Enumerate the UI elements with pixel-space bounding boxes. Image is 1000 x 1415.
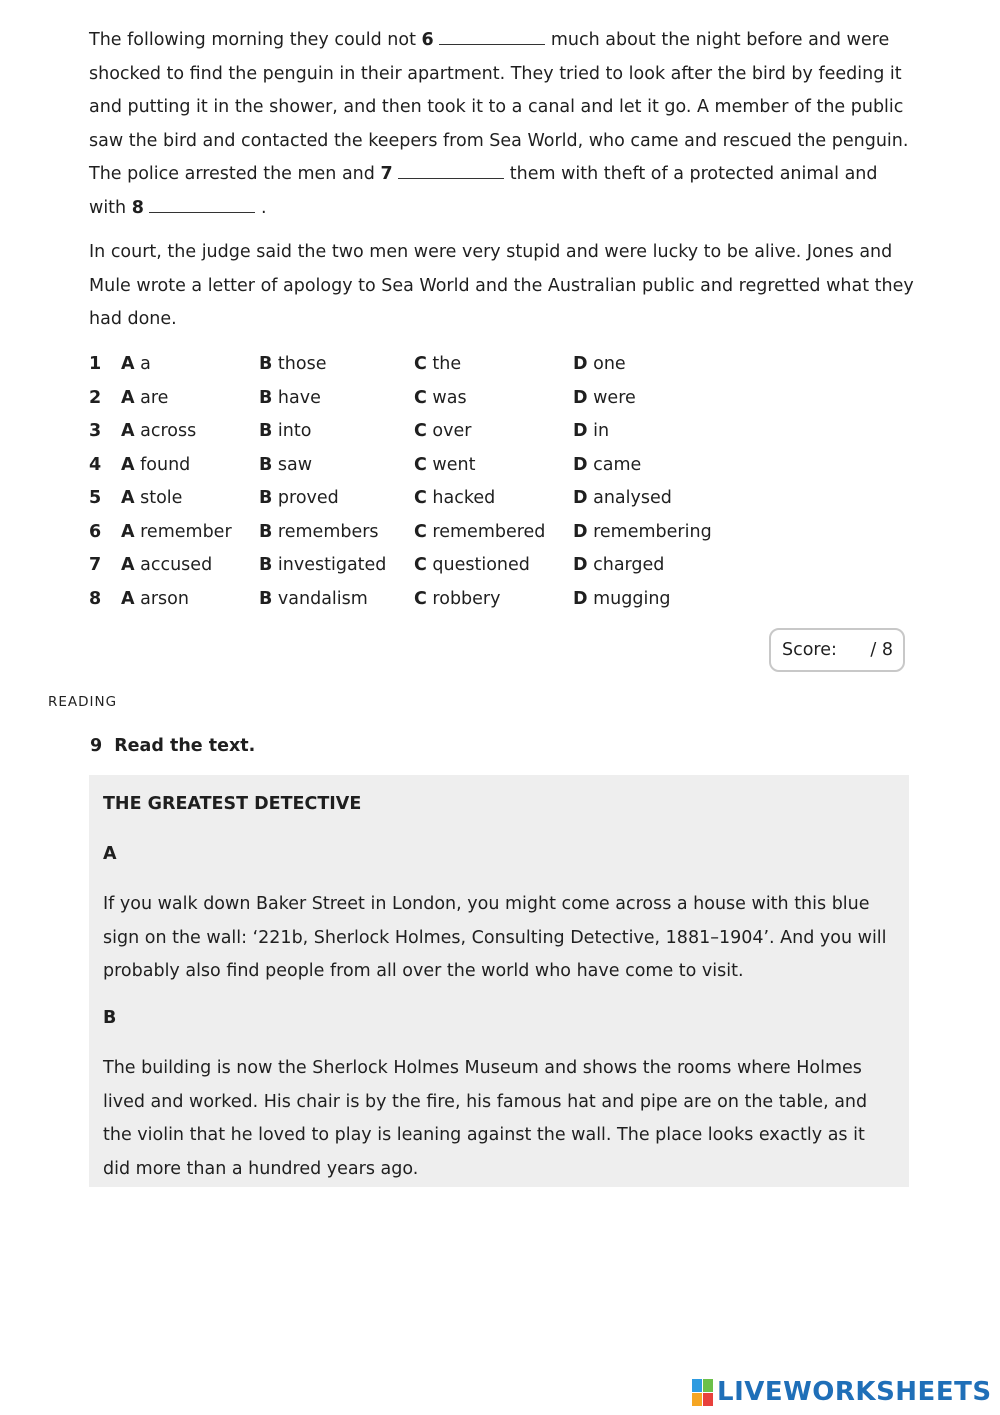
question-number: 2 [89, 387, 102, 408]
option-letter: A [121, 454, 135, 475]
option-d[interactable] [573, 415, 609, 449]
option-text: mugging [593, 588, 671, 609]
option-c[interactable] [414, 415, 471, 449]
section-a-heading: A [103, 844, 117, 864]
option-letter: C [414, 454, 427, 475]
gap-number-8: 8 [131, 197, 144, 218]
question-number: 5 [89, 488, 102, 508]
option-letter: B [259, 421, 273, 441]
option-text: across [140, 421, 197, 441]
option-a[interactable] [121, 382, 168, 416]
question-number: 3 [89, 421, 102, 441]
passage-paragraph-2: In court, the judge said the two men were very stupid and were lucky to be alive. Jones and Mule wrote a letter of apology to Sea World and the Australian public and regretted what they had done. [89, 242, 914, 329]
option-letter: D [573, 354, 588, 374]
question-number: 7 [89, 555, 102, 575]
option-row [89, 482, 789, 516]
option-text: went [432, 454, 476, 475]
option-text: were [593, 387, 636, 408]
option-letter: B [259, 387, 273, 408]
option-d[interactable] [573, 482, 672, 516]
option-b[interactable] [259, 516, 379, 550]
option-b[interactable] [259, 482, 339, 516]
option-text: charged [593, 555, 665, 575]
option-b[interactable] [259, 549, 386, 583]
option-letter: B [259, 488, 273, 508]
option-row [89, 583, 789, 617]
option-text: remembering [593, 521, 712, 542]
option-row [89, 549, 789, 583]
option-letter: A [121, 421, 135, 441]
liveworksheets-logo [692, 1374, 992, 1410]
reading-text-box [89, 775, 909, 1187]
option-text: remembers [277, 521, 379, 542]
instruction [90, 736, 255, 756]
score-box [769, 628, 905, 672]
option-text: was [432, 387, 467, 408]
option-text: remember [140, 521, 232, 542]
option-a[interactable] [121, 516, 232, 550]
option-text: remembered [432, 521, 546, 542]
option-row [89, 348, 789, 382]
option-text: one [593, 354, 626, 374]
option-text: accused [140, 555, 213, 575]
passage-paragraph-1 [89, 24, 915, 225]
option-text: vandalism [277, 588, 368, 609]
option-a[interactable] [121, 449, 190, 483]
reading-title: THE GREATEST DETECTIVE [103, 794, 362, 814]
logo-blocks-icon [692, 1378, 714, 1406]
option-letter: A [121, 488, 135, 508]
option-letter: B [259, 588, 273, 609]
option-letter: D [573, 555, 588, 575]
logo-text: LIVEWORKSHEETS [717, 1377, 992, 1407]
option-c[interactable] [414, 348, 461, 382]
gap-8-blank[interactable] [149, 198, 255, 213]
score-label: Score: [782, 640, 837, 660]
option-c[interactable] [414, 583, 500, 617]
option-b[interactable] [259, 348, 326, 382]
option-letter: A [121, 555, 135, 575]
passage-text: . [255, 197, 267, 218]
option-c[interactable] [414, 516, 545, 550]
option-b[interactable] [259, 382, 321, 416]
passage-text: them with theft of a protected animal and with [89, 164, 878, 218]
option-text: saw [277, 454, 313, 475]
gap-number-6: 6 [421, 30, 434, 50]
option-text: came [593, 454, 642, 475]
instruction-number: 9 [90, 736, 103, 756]
instruction-text: Read the text. [114, 736, 256, 756]
option-a[interactable] [121, 482, 182, 516]
option-letter: B [259, 521, 273, 542]
option-letter: C [414, 588, 427, 609]
section-b-text: The building is now the Sherlock Holmes Museum and shows the rooms where Holmes lived and worked. His chair is by the fire, his famous hat and pipe are on the table, and the violin that he loved to play is leaning against the wall. The place looks exactly as it did more than a hundred years ago. [103, 1058, 868, 1179]
passage-text: The following morning they could not [89, 30, 422, 50]
option-c[interactable] [414, 482, 495, 516]
option-letter: B [259, 555, 273, 575]
gap-7-blank[interactable] [398, 164, 504, 179]
option-a[interactable] [121, 583, 189, 617]
option-d[interactable] [573, 348, 626, 382]
option-row [89, 382, 789, 416]
option-letter: C [414, 421, 427, 441]
option-text: in [593, 421, 610, 441]
option-d[interactable] [573, 549, 664, 583]
option-b[interactable] [259, 449, 312, 483]
option-letter: A [121, 387, 135, 408]
option-d[interactable] [573, 516, 712, 550]
option-letter: C [414, 521, 427, 542]
passage-text: much about the night before and were shocked to find the penguin in their apartment. They tried to look after the bird by feeding it and putting it in the shower, and then took it to a canal and let it go. A member of the public saw the bird and contacted the keepers from Sea World, who came and rescued the penguin. The police arrested the men and [89, 30, 909, 184]
option-letter: D [573, 488, 588, 508]
option-b[interactable] [259, 583, 368, 617]
section-label: READING [48, 694, 118, 710]
option-letter: A [121, 354, 135, 374]
score-total: / 8 [870, 640, 893, 660]
option-letter: D [573, 387, 588, 408]
gap-6-blank[interactable] [439, 30, 545, 45]
option-text: are [140, 387, 169, 408]
question-number: 1 [89, 354, 102, 374]
option-letter: B [259, 454, 273, 475]
option-d[interactable] [573, 449, 641, 483]
option-text: hacked [432, 488, 496, 508]
section-b-heading: B [103, 1008, 117, 1028]
option-text: have [277, 387, 321, 408]
option-text: questioned [432, 555, 530, 575]
option-text: investigated [277, 555, 387, 575]
option-row [89, 516, 789, 550]
question-number: 8 [89, 588, 102, 609]
option-c[interactable] [414, 549, 530, 583]
option-text: the [432, 354, 462, 374]
option-row [89, 449, 789, 483]
option-text: those [277, 354, 327, 374]
option-a[interactable] [121, 549, 212, 583]
option-text: a [140, 354, 151, 374]
option-d[interactable] [573, 382, 636, 416]
option-c[interactable] [414, 382, 467, 416]
option-c[interactable] [414, 449, 475, 483]
option-text: robbery [432, 588, 501, 609]
option-a[interactable] [121, 415, 196, 449]
option-letter: A [121, 521, 135, 542]
gap-number-7: 7 [380, 164, 393, 184]
option-letter: D [573, 421, 588, 441]
option-letter: C [414, 387, 427, 408]
option-letter: D [573, 454, 588, 475]
option-letter: C [414, 555, 427, 575]
option-text: found [140, 454, 191, 475]
option-letter: C [414, 488, 427, 508]
option-letter: C [414, 354, 427, 374]
option-b[interactable] [259, 415, 311, 449]
option-text: analysed [593, 488, 672, 508]
option-row [89, 415, 789, 449]
question-number: 6 [89, 521, 102, 542]
option-letter: B [259, 354, 273, 374]
option-d[interactable] [573, 583, 671, 617]
option-text: arson [140, 588, 189, 609]
option-text: into [277, 421, 312, 441]
option-text: stole [140, 488, 183, 508]
options-list [89, 348, 789, 616]
option-text: proved [277, 488, 339, 508]
option-letter: A [121, 588, 135, 609]
question-number: 4 [89, 454, 102, 475]
option-letter: D [573, 521, 588, 542]
option-letter: D [573, 588, 588, 609]
option-text: over [432, 421, 472, 441]
section-a-text: If you walk down Baker Street in London, you might come across a house with this blue sign on the wall: ‘221b, Sherlock Holmes, Consulting Detective, 1881–1904’. And you will probably also find people from all over the world who have come to visit. [103, 894, 887, 981]
option-a[interactable] [121, 348, 151, 382]
